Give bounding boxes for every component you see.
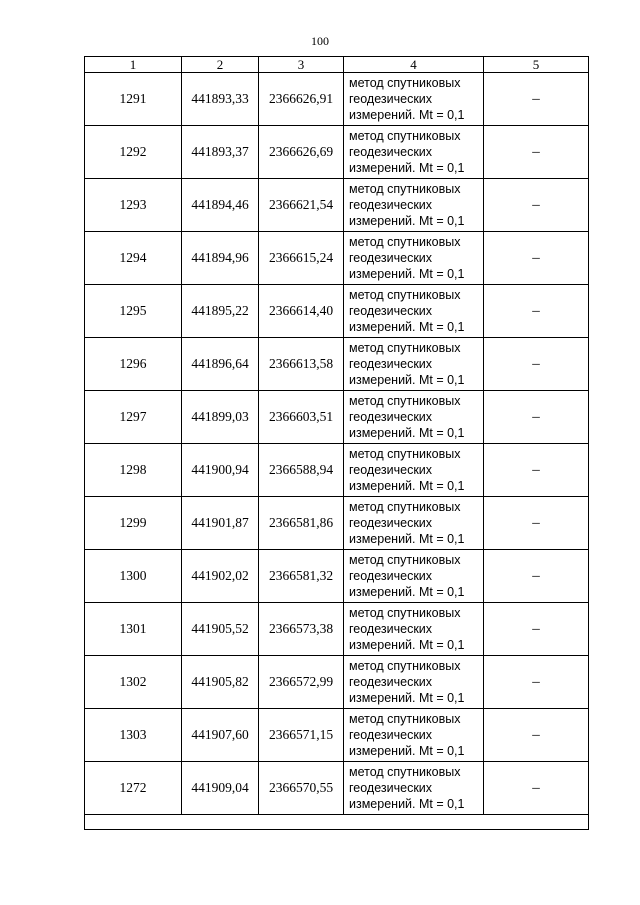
x-coordinate-cell: 441901,87 [182, 497, 259, 550]
method-line: метод спутниковых [349, 712, 461, 726]
method-line: измерений. Mt = 0,1 [349, 161, 465, 175]
method-line: измерений. Mt = 0,1 [349, 373, 465, 387]
method-line: геодезических [349, 304, 433, 318]
y-coordinate-cell: 2366581,86 [259, 497, 344, 550]
method-cell [344, 73, 484, 126]
page-number: 100 [311, 34, 329, 48]
point-number-cell: 1272 [85, 762, 182, 815]
note-cell: – [484, 762, 589, 815]
note-cell: – [484, 285, 589, 338]
x-coordinate-cell: 441909,04 [182, 762, 259, 815]
x-coordinate-cell: 441895,22 [182, 285, 259, 338]
method-cell [344, 232, 484, 285]
column-header: 4 [344, 57, 484, 73]
table-row [85, 285, 589, 338]
method-line: измерений. Mt = 0,1 [349, 691, 465, 705]
table-row [85, 126, 589, 179]
method-line: измерений. Mt = 0,1 [349, 267, 465, 281]
method-line: метод спутниковых [349, 288, 461, 302]
method-line: геодезических [349, 622, 433, 636]
y-coordinate-cell: 2366614,40 [259, 285, 344, 338]
table-row [85, 762, 589, 815]
method-cell [344, 709, 484, 762]
y-coordinate-cell: 2366570,55 [259, 762, 344, 815]
method-cell [344, 444, 484, 497]
method-line: измерений. Mt = 0,1 [349, 744, 465, 758]
x-coordinate-cell: 441894,96 [182, 232, 259, 285]
method-cell [344, 391, 484, 444]
column-header: 3 [259, 57, 344, 73]
column-header: 2 [182, 57, 259, 73]
method-cell [344, 497, 484, 550]
x-coordinate-cell: 441893,33 [182, 73, 259, 126]
table-row [85, 73, 589, 126]
method-line: метод спутниковых [349, 553, 461, 567]
y-coordinate-cell: 2366588,94 [259, 444, 344, 497]
x-coordinate-cell: 441896,64 [182, 338, 259, 391]
point-number-cell: 1301 [85, 603, 182, 656]
method-line: геодезических [349, 251, 433, 265]
point-number-cell: 1293 [85, 179, 182, 232]
y-coordinate-cell: 2366626,69 [259, 126, 344, 179]
note-cell: – [484, 656, 589, 709]
point-number-cell: 1303 [85, 709, 182, 762]
point-number-cell: 1302 [85, 656, 182, 709]
note-cell: – [484, 126, 589, 179]
method-line: измерений. Mt = 0,1 [349, 108, 465, 122]
table-row [85, 179, 589, 232]
x-coordinate-cell: 441899,03 [182, 391, 259, 444]
method-line: геодезических [349, 516, 433, 530]
method-line: измерений. Mt = 0,1 [349, 797, 465, 811]
point-number-cell: 1295 [85, 285, 182, 338]
note-cell: – [484, 444, 589, 497]
table-body [85, 73, 589, 830]
coordinates-table [84, 56, 589, 830]
method-line: метод спутниковых [349, 394, 461, 408]
method-line: метод спутниковых [349, 606, 461, 620]
empty-cell [85, 815, 589, 830]
note-cell: – [484, 179, 589, 232]
method-cell [344, 285, 484, 338]
table-row [85, 709, 589, 762]
x-coordinate-cell: 441905,82 [182, 656, 259, 709]
point-number-cell: 1298 [85, 444, 182, 497]
table-row [85, 603, 589, 656]
note-cell: – [484, 391, 589, 444]
method-line: геодезических [349, 357, 433, 371]
y-coordinate-cell: 2366571,15 [259, 709, 344, 762]
y-coordinate-cell: 2366581,32 [259, 550, 344, 603]
header-row [85, 57, 589, 73]
column-header: 1 [85, 57, 182, 73]
note-cell: – [484, 603, 589, 656]
method-cell [344, 179, 484, 232]
column-header: 5 [484, 57, 589, 73]
table-row [85, 232, 589, 285]
note-cell: – [484, 497, 589, 550]
x-coordinate-cell: 441900,94 [182, 444, 259, 497]
method-cell [344, 338, 484, 391]
method-line: геодезических [349, 463, 433, 477]
method-line: измерений. Mt = 0,1 [349, 479, 465, 493]
y-coordinate-cell: 2366603,51 [259, 391, 344, 444]
x-coordinate-cell: 441905,52 [182, 603, 259, 656]
x-coordinate-cell: 441894,46 [182, 179, 259, 232]
method-line: геодезических [349, 198, 433, 212]
method-line: измерений. Mt = 0,1 [349, 214, 465, 228]
y-coordinate-cell: 2366621,54 [259, 179, 344, 232]
method-line: геодезических [349, 569, 433, 583]
point-number-cell: 1291 [85, 73, 182, 126]
method-line: метод спутниковых [349, 129, 461, 143]
y-coordinate-cell: 2366615,24 [259, 232, 344, 285]
method-cell [344, 762, 484, 815]
point-number-cell: 1296 [85, 338, 182, 391]
method-line: метод спутниковых [349, 235, 461, 249]
empty-row [85, 815, 589, 830]
method-line: геодезических [349, 145, 433, 159]
method-cell [344, 550, 484, 603]
method-line: геодезических [349, 675, 433, 689]
table-row [85, 497, 589, 550]
table-row [85, 656, 589, 709]
y-coordinate-cell: 2366572,99 [259, 656, 344, 709]
note-cell: – [484, 73, 589, 126]
note-cell: – [484, 709, 589, 762]
point-number-cell: 1299 [85, 497, 182, 550]
note-cell: – [484, 232, 589, 285]
method-line: метод спутниковых [349, 659, 461, 673]
method-line: метод спутниковых [349, 765, 461, 779]
method-line: измерений. Mt = 0,1 [349, 638, 465, 652]
method-cell [344, 126, 484, 179]
note-cell: – [484, 338, 589, 391]
table-row [85, 391, 589, 444]
method-line: метод спутниковых [349, 341, 461, 355]
x-coordinate-cell: 441907,60 [182, 709, 259, 762]
method-cell [344, 603, 484, 656]
y-coordinate-cell: 2366573,38 [259, 603, 344, 656]
method-line: измерений. Mt = 0,1 [349, 585, 465, 599]
method-line: геодезических [349, 781, 433, 795]
table-row [85, 338, 589, 391]
method-cell [344, 656, 484, 709]
point-number-cell: 1294 [85, 232, 182, 285]
point-number-cell: 1292 [85, 126, 182, 179]
x-coordinate-cell: 441893,37 [182, 126, 259, 179]
method-line: измерений. Mt = 0,1 [349, 320, 465, 334]
method-line: метод спутниковых [349, 447, 461, 461]
note-cell: – [484, 550, 589, 603]
table-row [85, 444, 589, 497]
point-number-cell: 1300 [85, 550, 182, 603]
method-line: метод спутниковых [349, 500, 461, 514]
method-line: геодезических [349, 92, 433, 106]
method-line: метод спутниковых [349, 76, 461, 90]
point-number-cell: 1297 [85, 391, 182, 444]
y-coordinate-cell: 2366626,91 [259, 73, 344, 126]
table-row [85, 550, 589, 603]
method-line: метод спутниковых [349, 182, 461, 196]
method-line: геодезических [349, 410, 433, 424]
method-line: измерений. Mt = 0,1 [349, 426, 465, 440]
method-line: измерений. Mt = 0,1 [349, 532, 465, 546]
y-coordinate-cell: 2366613,58 [259, 338, 344, 391]
method-line: геодезических [349, 728, 433, 742]
x-coordinate-cell: 441902,02 [182, 550, 259, 603]
